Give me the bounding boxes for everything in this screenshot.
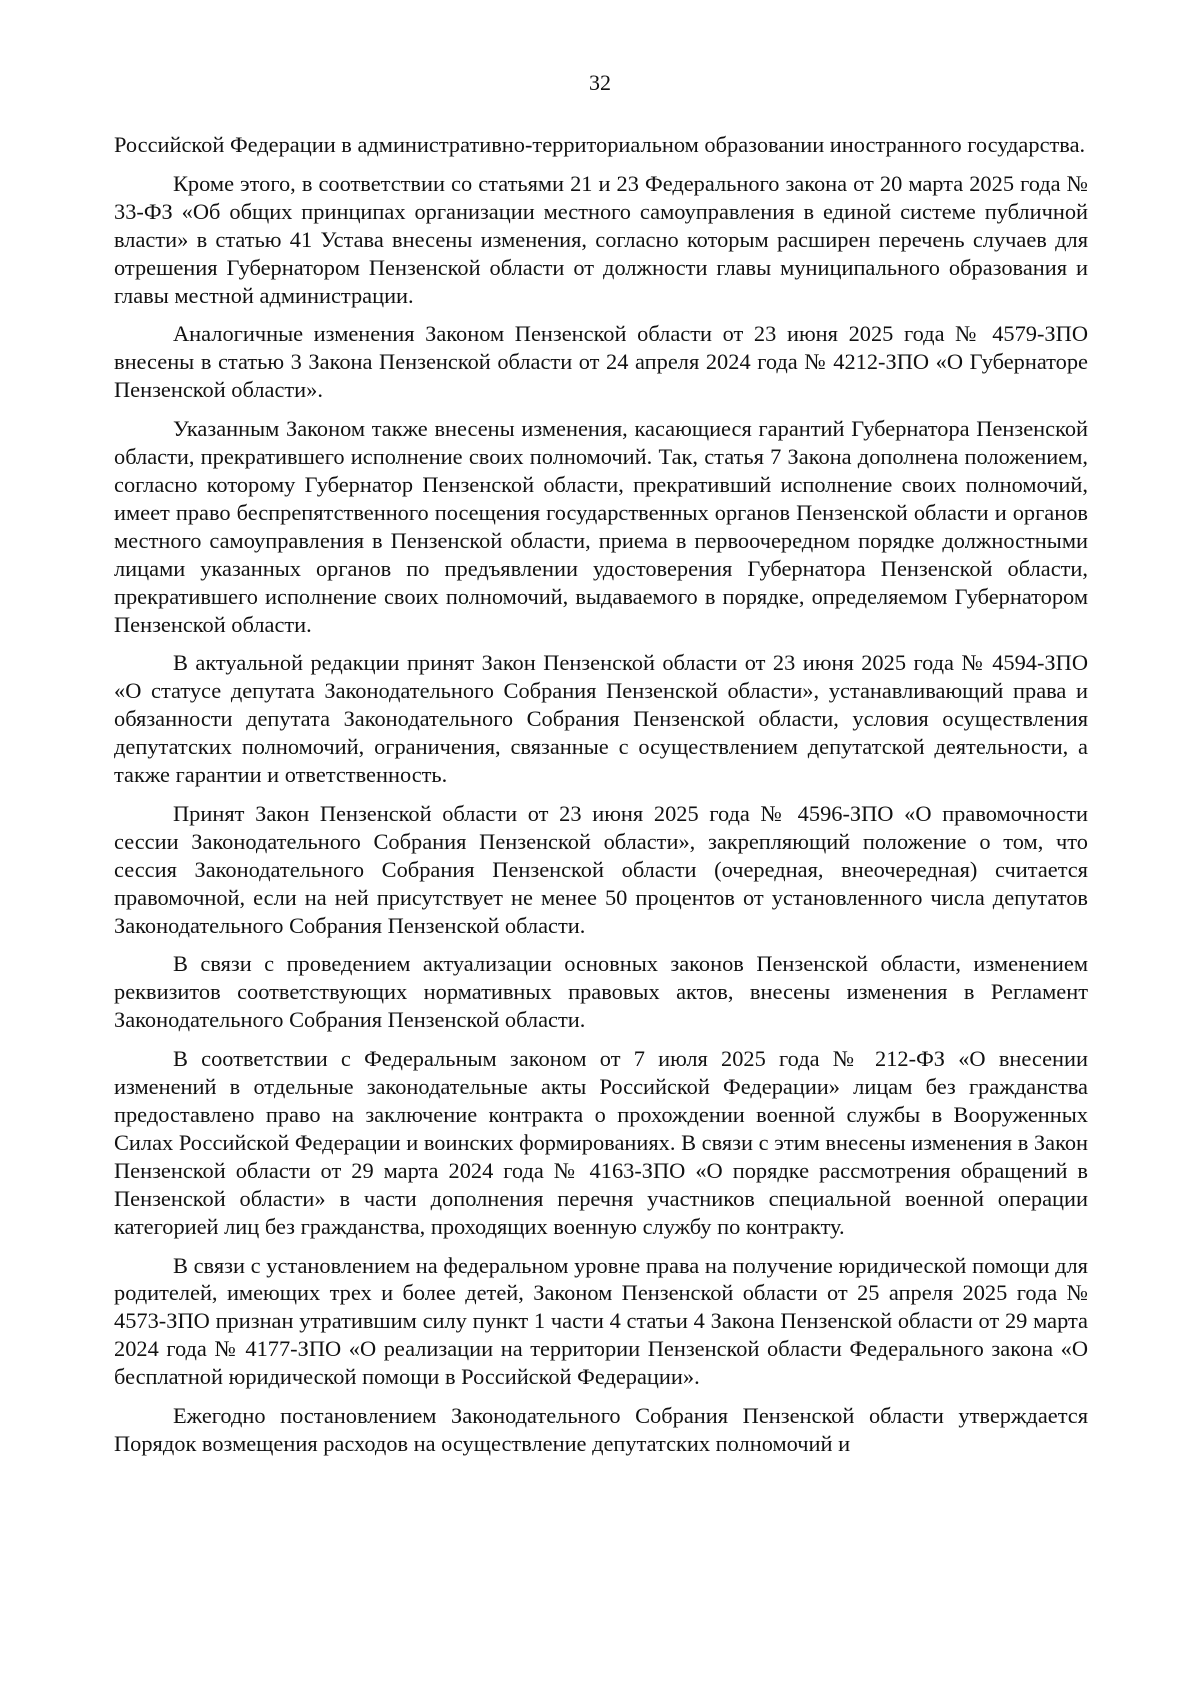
paragraph-2: Кроме этого, в соответствии со статьями 21 и 23 Федерального закона от 20 марта 2025 года № 33-ФЗ «Об общих принципах организации местного самоуправления в единой системе публичной власти» в статью 41 Устава внесены изменения, согласно которым расширен перечень случаев для отрешения Губернатором Пензенской области от должности главы муниципального образования и главы местной администрации. <box>114 170 1088 308</box>
paragraph-3: Аналогичные изменения Законом Пензенской области от 23 июня 2025 года № 4579-ЗПО внесены в статью 3 Закона Пензенской области от 24 апреля 2024 года № 4212-ЗПО «О Губернаторе Пензенской области». <box>114 321 1088 403</box>
paragraph-6: Принят Закон Пензенской области от 23 июня 2025 года № 4596-ЗПО «О правомочности сессии Законодательного Собрания Пензенской области», закрепляющий положение о том, что сессия Законодательного Собрания Пензенской области (очередная, внеочередная) считается правомочной, если на ней присутствует не менее 50 процентов от установленного числа депутатов Законодательного Собрания Пензенской области. <box>114 800 1088 938</box>
document-body <box>114 131 1088 1469</box>
page-number: 32 <box>589 70 611 95</box>
paragraph-9: В связи с установлением на федеральном уровне права на получение юридической помощи для родителей, имеющих трех и более детей, Законом Пензенской области от 25 апреля 2025 года № 4573-ЗПО признан утратившим силу пункт 1 части 4 статьи 4 Закона Пензенской области от 29 марта 2024 года № 4177-ЗПО «О реализации на территории Пензенской области Федерального закона «О бесплатной юридической помощи в Российской Федерации». <box>114 1252 1088 1390</box>
paragraph-8: В соответствии с Федеральным законом от 7 июля 2025 года № 212-ФЗ «О внесении изменений в отдельные законодательные акты Российской Федерации» лицам без гражданства предоставлено право на заключение контракта о прохождении военной службы в Вооруженных Силах Российской Федерации и воинских формированиях. В связи с этим внесены изменения в Закон Пензенской области от 29 марта 2024 года № 4163-ЗПО «О порядке рассмотрения обращений в Пензенской области» в части дополнения перечня участников специальной военной операции категорией лиц без гражданства, проходящих военную службу по контракту. <box>114 1046 1088 1239</box>
paragraph-1: Российской Федерации в административно-территориальном образовании иностранного государства. <box>114 132 1086 157</box>
paragraph-10: Ежегодно постановлением Законодательного Собрания Пензенской области утверждается Порядок возмещения расходов на осуществление депутатских полномочий и <box>114 1403 1088 1456</box>
paragraph-5: В актуальной редакции принят Закон Пензенской области от 23 июня 2025 года № 4594-ЗПО «О статусе депутата Законодательного Собрания Пензенской области», устанавливающий права и обязанности депутата Законодательного Собрания Пензенской области, условия осуществления депутатских полномочий, ограничения, связанные с осуществлением депутатской деятельности, а также гарантии и ответственность. <box>114 650 1088 788</box>
paragraph-7: В связи с проведением актуализации основных законов Пензенской области, изменением реквизитов соответствующих нормативных правовых актов, внесены изменения в Регламент Законодательного Собрания Пензенской области. <box>114 951 1088 1033</box>
paragraph-4: Указанным Законом также внесены изменения, касающиеся гарантий Губернатора Пензенской области, прекратившего исполнение своих полномочий. Так, статья 7 Закона дополнена положением, согласно которому Губернатор Пензенской области, прекративший исполнение своих полномочий, имеет право беспрепятственного посещения государственных органов Пензенской области и органов местного самоуправления в Пензенской области, приема в первоочередном порядке должностными лицами указанных органов по предъявлении удостоверения Губернатора Пензенской области, прекратившего исполнение своих полномочий, выдаваемого в порядке, определяемом Губернатором Пензенской области. <box>114 416 1088 637</box>
